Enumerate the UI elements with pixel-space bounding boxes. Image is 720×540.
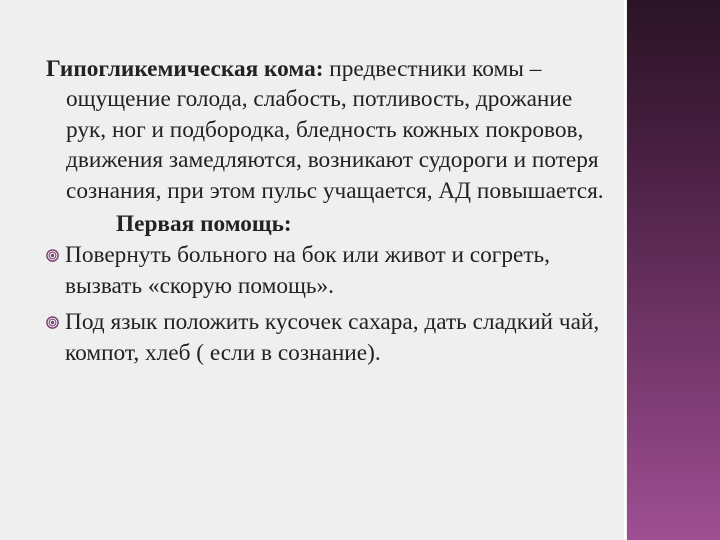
circle-bullet-icon bbox=[46, 316, 59, 329]
coma-description: предвестники комы – ощущение голода, слабость, потливость, дрожание рук, ног и подбородка, бледность кожных покровов, движения замедляются, возникают судороги и потеря сознания, при этом пульс учащается, АД повышается. bbox=[66, 56, 604, 204]
bullet-text: Под язык положить кусочек сахара, дать сладкий чай, компот, хлеб ( если в сознание). bbox=[65, 309, 600, 366]
bullet-item bbox=[46, 307, 616, 368]
decorative-sidebar bbox=[627, 0, 720, 540]
divider-line bbox=[624, 0, 626, 540]
bullet-item bbox=[46, 240, 616, 301]
coma-title: Гипогликемическая кома: bbox=[46, 56, 324, 82]
first-aid-heading: Первая помощь: bbox=[116, 211, 292, 238]
slide-body bbox=[46, 54, 616, 374]
intro-paragraph bbox=[46, 54, 616, 206]
circle-bullet-icon bbox=[46, 249, 59, 262]
bullet-text: Повернуть больного на бок или живот и согреть, вызвать «скорую помощь». bbox=[65, 242, 550, 299]
